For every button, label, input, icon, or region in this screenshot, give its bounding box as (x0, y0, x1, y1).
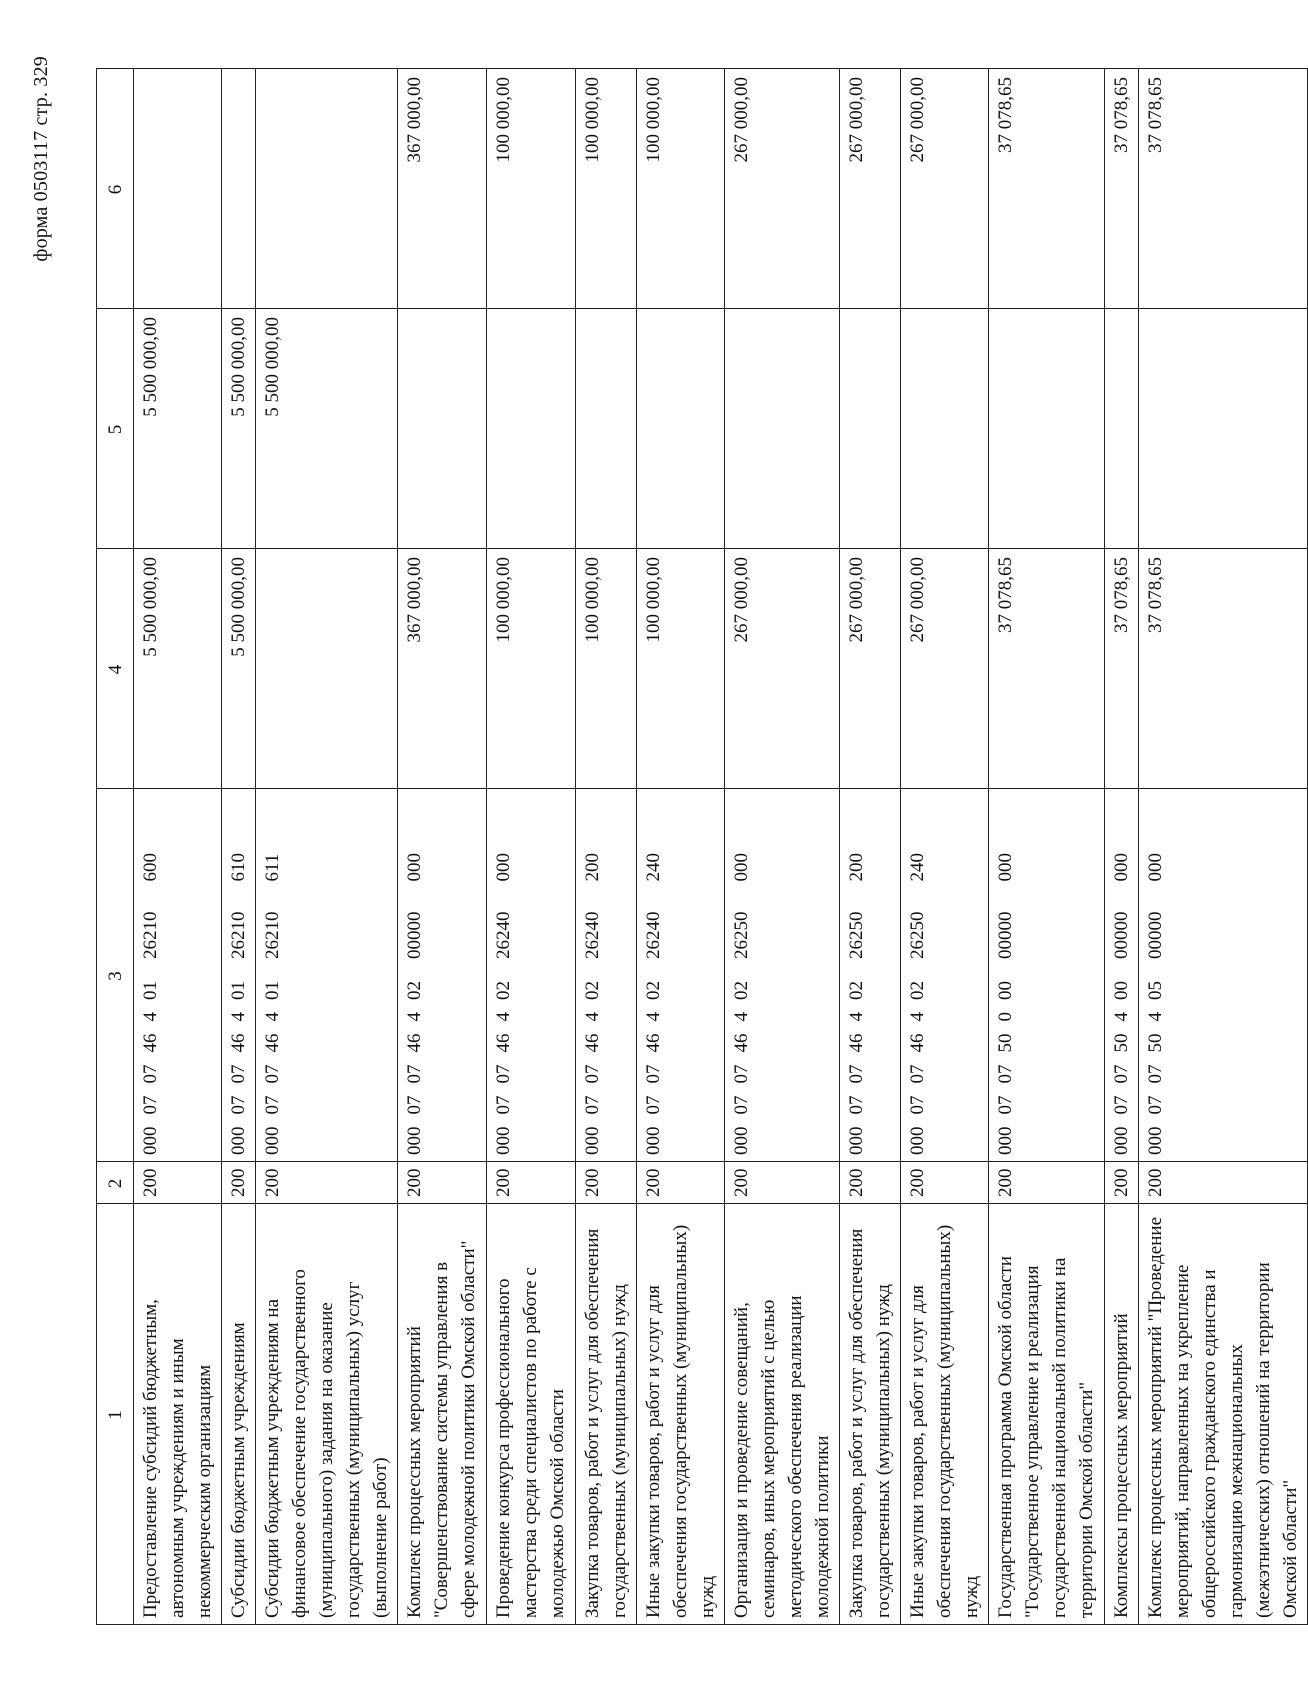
code-segment: 00000 (404, 911, 425, 959)
code-segment: 4 (1145, 1012, 1166, 1022)
row-line-code-cell: 200 (989, 1162, 1105, 1204)
code-segment: 46 (907, 1033, 928, 1053)
unexecuted-amount-cell (256, 69, 398, 309)
code-segment: 4 (140, 1012, 161, 1022)
code-segment: 07 (404, 1064, 425, 1084)
code-segment: 4 (643, 1012, 664, 1022)
unexecuted-amount-cell: 367 000,00 (398, 69, 487, 309)
code-segment: 07 (582, 1064, 603, 1084)
approved-amount-cell: 267 000,00 (840, 549, 901, 789)
code-segment: 46 (404, 1033, 425, 1053)
code-segment: 07 (140, 1064, 161, 1084)
row-name-cell: Закупка товаров, работ и услуг для обеспечения государственных (муниципальных) нужд (840, 1204, 901, 1625)
row-name-cell: Иные закупки товаров, работ и услуг для обеспечения государственных (муниципальных) нужд (637, 1204, 725, 1625)
row-name-cell: Комплекс процессных мероприятий "Совершенствование системы управления в сфере молодежной политики Омской области" (398, 1204, 487, 1625)
approved-amount-cell: 267 000,00 (901, 549, 989, 789)
code-segment: 07 (731, 1064, 752, 1084)
unexecuted-amount-cell: 100 000,00 (576, 69, 637, 309)
code-segment: 000 (140, 1126, 161, 1155)
row-name-cell: Субсидии бюджетным учреждениям (222, 1204, 256, 1625)
row-line-code-cell: 200 (487, 1162, 576, 1204)
code-segment: 4 (907, 1012, 928, 1022)
table-row (222, 69, 256, 1625)
code-segment: 240 (643, 853, 664, 882)
executed-amount-cell (576, 309, 637, 549)
code-segment: 02 (643, 981, 664, 1000)
column-header: 6 (97, 69, 134, 309)
row-name-cell: Комплекс процессных мероприятий "Проведение мероприятий, направленных на укрепление общероссийского гражданского единства и гармонизацию межнациональных (межэтнических) отношений на территории Омской области" (1139, 1204, 1308, 1625)
code-segment: 00000 (995, 911, 1016, 959)
row-line-code-cell: 200 (222, 1162, 256, 1204)
executed-amount-cell (840, 309, 901, 549)
row-line-code-cell: 200 (398, 1162, 487, 1204)
code-segment: 00000 (1145, 911, 1166, 959)
row-line-code-cell: 200 (1105, 1162, 1139, 1204)
row-line-code-cell: 200 (840, 1162, 901, 1204)
row-line-code-cell: 200 (256, 1162, 398, 1204)
executed-amount-cell: 5 500 000,00 (222, 309, 256, 549)
code-segment: 07 (995, 1095, 1016, 1115)
code-segment: 07 (228, 1064, 249, 1084)
form-label: форма 0503117 стр. 329 (30, 56, 52, 262)
code-segment: 4 (262, 1012, 283, 1022)
code-segment: 200 (846, 853, 867, 882)
code-segment: 07 (907, 1095, 928, 1115)
approved-amount-cell: 37 078,65 (1105, 549, 1139, 789)
table-row (725, 69, 840, 1625)
table-row (840, 69, 901, 1625)
code-segment: 000 (1145, 1126, 1166, 1155)
code-segment: 46 (262, 1033, 283, 1053)
header-row (97, 69, 134, 1625)
code-segment: 07 (228, 1095, 249, 1115)
code-segment: 4 (582, 1012, 603, 1022)
approved-amount-cell: 367 000,00 (398, 549, 487, 789)
code-segment: 0 (995, 1012, 1016, 1022)
code-segment: 000 (1111, 1126, 1132, 1155)
code-segment: 07 (731, 1095, 752, 1115)
row-name-cell: Субсидии бюджетным учреждениям на финансовое обеспечение государственного (муниципального) задания на оказание государственных (муниципальных) услуг (выполнение работ) (256, 1204, 398, 1625)
code-segment: 000 (404, 1126, 425, 1155)
code-segment: 07 (995, 1064, 1016, 1084)
code-segment: 26240 (493, 911, 514, 959)
code-segment: 4 (731, 1012, 752, 1022)
row-line-code-cell: 200 (637, 1162, 725, 1204)
row-classification-code-cell (901, 789, 989, 1162)
row-classification-code-cell (1139, 789, 1308, 1162)
approved-amount-cell: 5 500 000,00 (134, 549, 222, 789)
table-row (1105, 69, 1139, 1625)
row-line-code-cell: 200 (901, 1162, 989, 1204)
executed-amount-cell (487, 309, 576, 549)
code-segment: 07 (262, 1064, 283, 1084)
code-segment: 07 (1145, 1095, 1166, 1115)
table-row (256, 69, 398, 1625)
row-line-code-cell: 200 (134, 1162, 222, 1204)
code-segment: 50 (1111, 1033, 1132, 1053)
executed-amount-cell: 5 500 000,00 (256, 309, 398, 549)
code-segment: 02 (404, 981, 425, 1000)
code-segment: 4 (228, 1012, 249, 1022)
unexecuted-amount-cell: 37 078,65 (1105, 69, 1139, 309)
row-classification-code-cell (256, 789, 398, 1162)
code-segment: 07 (493, 1064, 514, 1084)
column-header: 5 (97, 309, 134, 549)
code-segment: 46 (643, 1033, 664, 1053)
code-segment: 02 (493, 981, 514, 1000)
code-segment: 02 (846, 981, 867, 1000)
row-name-cell: Иные закупки товаров, работ и услуг для обеспечения государственных (муниципальных) нужд (901, 1204, 989, 1625)
code-segment: 00 (995, 981, 1016, 1000)
code-segment: 26210 (140, 911, 161, 959)
code-segment: 000 (493, 853, 514, 882)
table-row (1139, 69, 1308, 1625)
code-segment: 4 (404, 1012, 425, 1022)
code-segment: 02 (907, 981, 928, 1000)
table-row (989, 69, 1105, 1625)
code-segment: 4 (493, 1012, 514, 1022)
code-segment: 00000 (1111, 911, 1132, 959)
unexecuted-amount-cell: 267 000,00 (840, 69, 901, 309)
code-segment: 000 (493, 1126, 514, 1155)
code-segment: 46 (731, 1033, 752, 1053)
executed-amount-cell (989, 309, 1105, 549)
table-row (576, 69, 637, 1625)
code-segment: 26250 (731, 911, 752, 959)
row-line-code-cell: 200 (576, 1162, 637, 1204)
code-segment: 000 (1145, 853, 1166, 882)
code-segment: 01 (228, 981, 249, 1000)
code-segment: 46 (846, 1033, 867, 1053)
approved-amount-cell (256, 549, 398, 789)
code-segment: 50 (995, 1033, 1016, 1053)
code-segment: 07 (582, 1095, 603, 1115)
code-segment: 46 (140, 1033, 161, 1053)
row-name-cell: Проведение конкурса профессионального мастерства среди специалистов по работе с молодежью Омской области (487, 1204, 576, 1625)
code-segment: 07 (643, 1095, 664, 1115)
executed-amount-cell (1105, 309, 1139, 549)
unexecuted-amount-cell: 100 000,00 (487, 69, 576, 309)
code-segment: 07 (493, 1095, 514, 1115)
code-segment: 07 (907, 1064, 928, 1084)
code-segment: 50 (1145, 1033, 1166, 1053)
table-row (134, 69, 222, 1625)
code-segment: 07 (1111, 1064, 1132, 1084)
code-segment: 26240 (643, 911, 664, 959)
row-classification-code-cell (637, 789, 725, 1162)
row-classification-code-cell (134, 789, 222, 1162)
code-segment: 26250 (907, 911, 928, 959)
report-table (96, 68, 1308, 1625)
unexecuted-amount-cell: 267 000,00 (901, 69, 989, 309)
unexecuted-amount-cell: 100 000,00 (637, 69, 725, 309)
table-row (637, 69, 725, 1625)
row-classification-code-cell (576, 789, 637, 1162)
column-header: 2 (97, 1162, 134, 1204)
approved-amount-cell: 267 000,00 (725, 549, 840, 789)
code-segment: 00 (1111, 981, 1132, 1000)
code-segment: 240 (907, 853, 928, 882)
unexecuted-amount-cell (222, 69, 256, 309)
row-name-cell: Предоставление субсидий бюджетным, автономным учреждениям и иным некоммерческим организациям (134, 1204, 222, 1625)
table-row (487, 69, 576, 1625)
approved-amount-cell: 100 000,00 (637, 549, 725, 789)
code-segment: 07 (262, 1095, 283, 1115)
code-segment: 000 (907, 1126, 928, 1155)
row-classification-code-cell (1105, 789, 1139, 1162)
column-header: 1 (97, 1204, 134, 1625)
code-segment: 46 (582, 1033, 603, 1053)
column-header: 3 (97, 789, 134, 1162)
code-segment: 01 (262, 981, 283, 1000)
code-segment: 000 (731, 853, 752, 882)
code-segment: 07 (643, 1064, 664, 1084)
table-row (901, 69, 989, 1625)
code-segment: 000 (582, 1126, 603, 1155)
code-segment: 200 (582, 853, 603, 882)
approved-amount-cell: 37 078,65 (1139, 549, 1308, 789)
approved-amount-cell: 5 500 000,00 (222, 549, 256, 789)
code-segment: 26210 (228, 911, 249, 959)
code-segment: 000 (643, 1126, 664, 1155)
code-segment: 46 (493, 1033, 514, 1053)
unexecuted-amount-cell (134, 69, 222, 309)
row-name-cell: Организация и проведение совещаний, семинаров, иных мероприятий с целью методического обеспечения реализации молодежной политики (725, 1204, 840, 1625)
executed-amount-cell: 5 500 000,00 (134, 309, 222, 549)
code-segment: 26210 (262, 911, 283, 959)
code-segment: 07 (846, 1095, 867, 1115)
code-segment: 000 (1111, 853, 1132, 882)
code-segment: 000 (228, 1126, 249, 1155)
code-segment: 4 (846, 1012, 867, 1022)
code-segment: 610 (228, 853, 249, 882)
code-segment: 000 (731, 1126, 752, 1155)
executed-amount-cell (1139, 309, 1308, 549)
code-segment: 000 (846, 1126, 867, 1155)
code-segment: 611 (262, 853, 283, 882)
code-segment: 01 (140, 981, 161, 1000)
code-segment: 4 (1111, 1012, 1132, 1022)
code-segment: 05 (1145, 981, 1166, 1000)
approved-amount-cell: 100 000,00 (576, 549, 637, 789)
unexecuted-amount-cell: 37 078,65 (989, 69, 1105, 309)
code-segment: 46 (228, 1033, 249, 1053)
row-classification-code-cell (222, 789, 256, 1162)
row-classification-code-cell (725, 789, 840, 1162)
table-row (398, 69, 487, 1625)
code-segment: 000 (404, 853, 425, 882)
row-name-cell: Комплексы процессных мероприятий (1105, 1204, 1139, 1625)
unexecuted-amount-cell: 37 078,65 (1139, 69, 1308, 309)
executed-amount-cell (901, 309, 989, 549)
code-segment: 07 (140, 1095, 161, 1115)
code-segment: 000 (995, 1126, 1016, 1155)
code-segment: 07 (846, 1064, 867, 1084)
code-segment: 600 (140, 853, 161, 882)
row-classification-code-cell (398, 789, 487, 1162)
code-segment: 02 (582, 981, 603, 1000)
row-name-cell: Государственная программа Омской области "Государственное управление и реализация государственной национальной политики на территории Омской области" (989, 1204, 1105, 1625)
approved-amount-cell: 100 000,00 (487, 549, 576, 789)
approved-amount-cell: 37 078,65 (989, 549, 1105, 789)
code-segment: 07 (1111, 1095, 1132, 1115)
row-classification-code-cell (840, 789, 901, 1162)
executed-amount-cell (725, 309, 840, 549)
row-line-code-cell: 200 (725, 1162, 840, 1204)
executed-amount-cell (637, 309, 725, 549)
row-classification-code-cell (989, 789, 1105, 1162)
code-segment: 000 (262, 1126, 283, 1155)
code-segment: 26240 (582, 911, 603, 959)
code-segment: 000 (995, 853, 1016, 882)
row-line-code-cell: 200 (1139, 1162, 1308, 1204)
unexecuted-amount-cell: 267 000,00 (725, 69, 840, 309)
code-segment: 07 (404, 1095, 425, 1115)
code-segment: 02 (731, 981, 752, 1000)
executed-amount-cell (398, 309, 487, 549)
row-name-cell: Закупка товаров, работ и услуг для обеспечения государственных (муниципальных) нужд (576, 1204, 637, 1625)
code-segment: 26250 (846, 911, 867, 959)
row-classification-code-cell (487, 789, 576, 1162)
column-header: 4 (97, 549, 134, 789)
code-segment: 07 (1145, 1064, 1166, 1084)
